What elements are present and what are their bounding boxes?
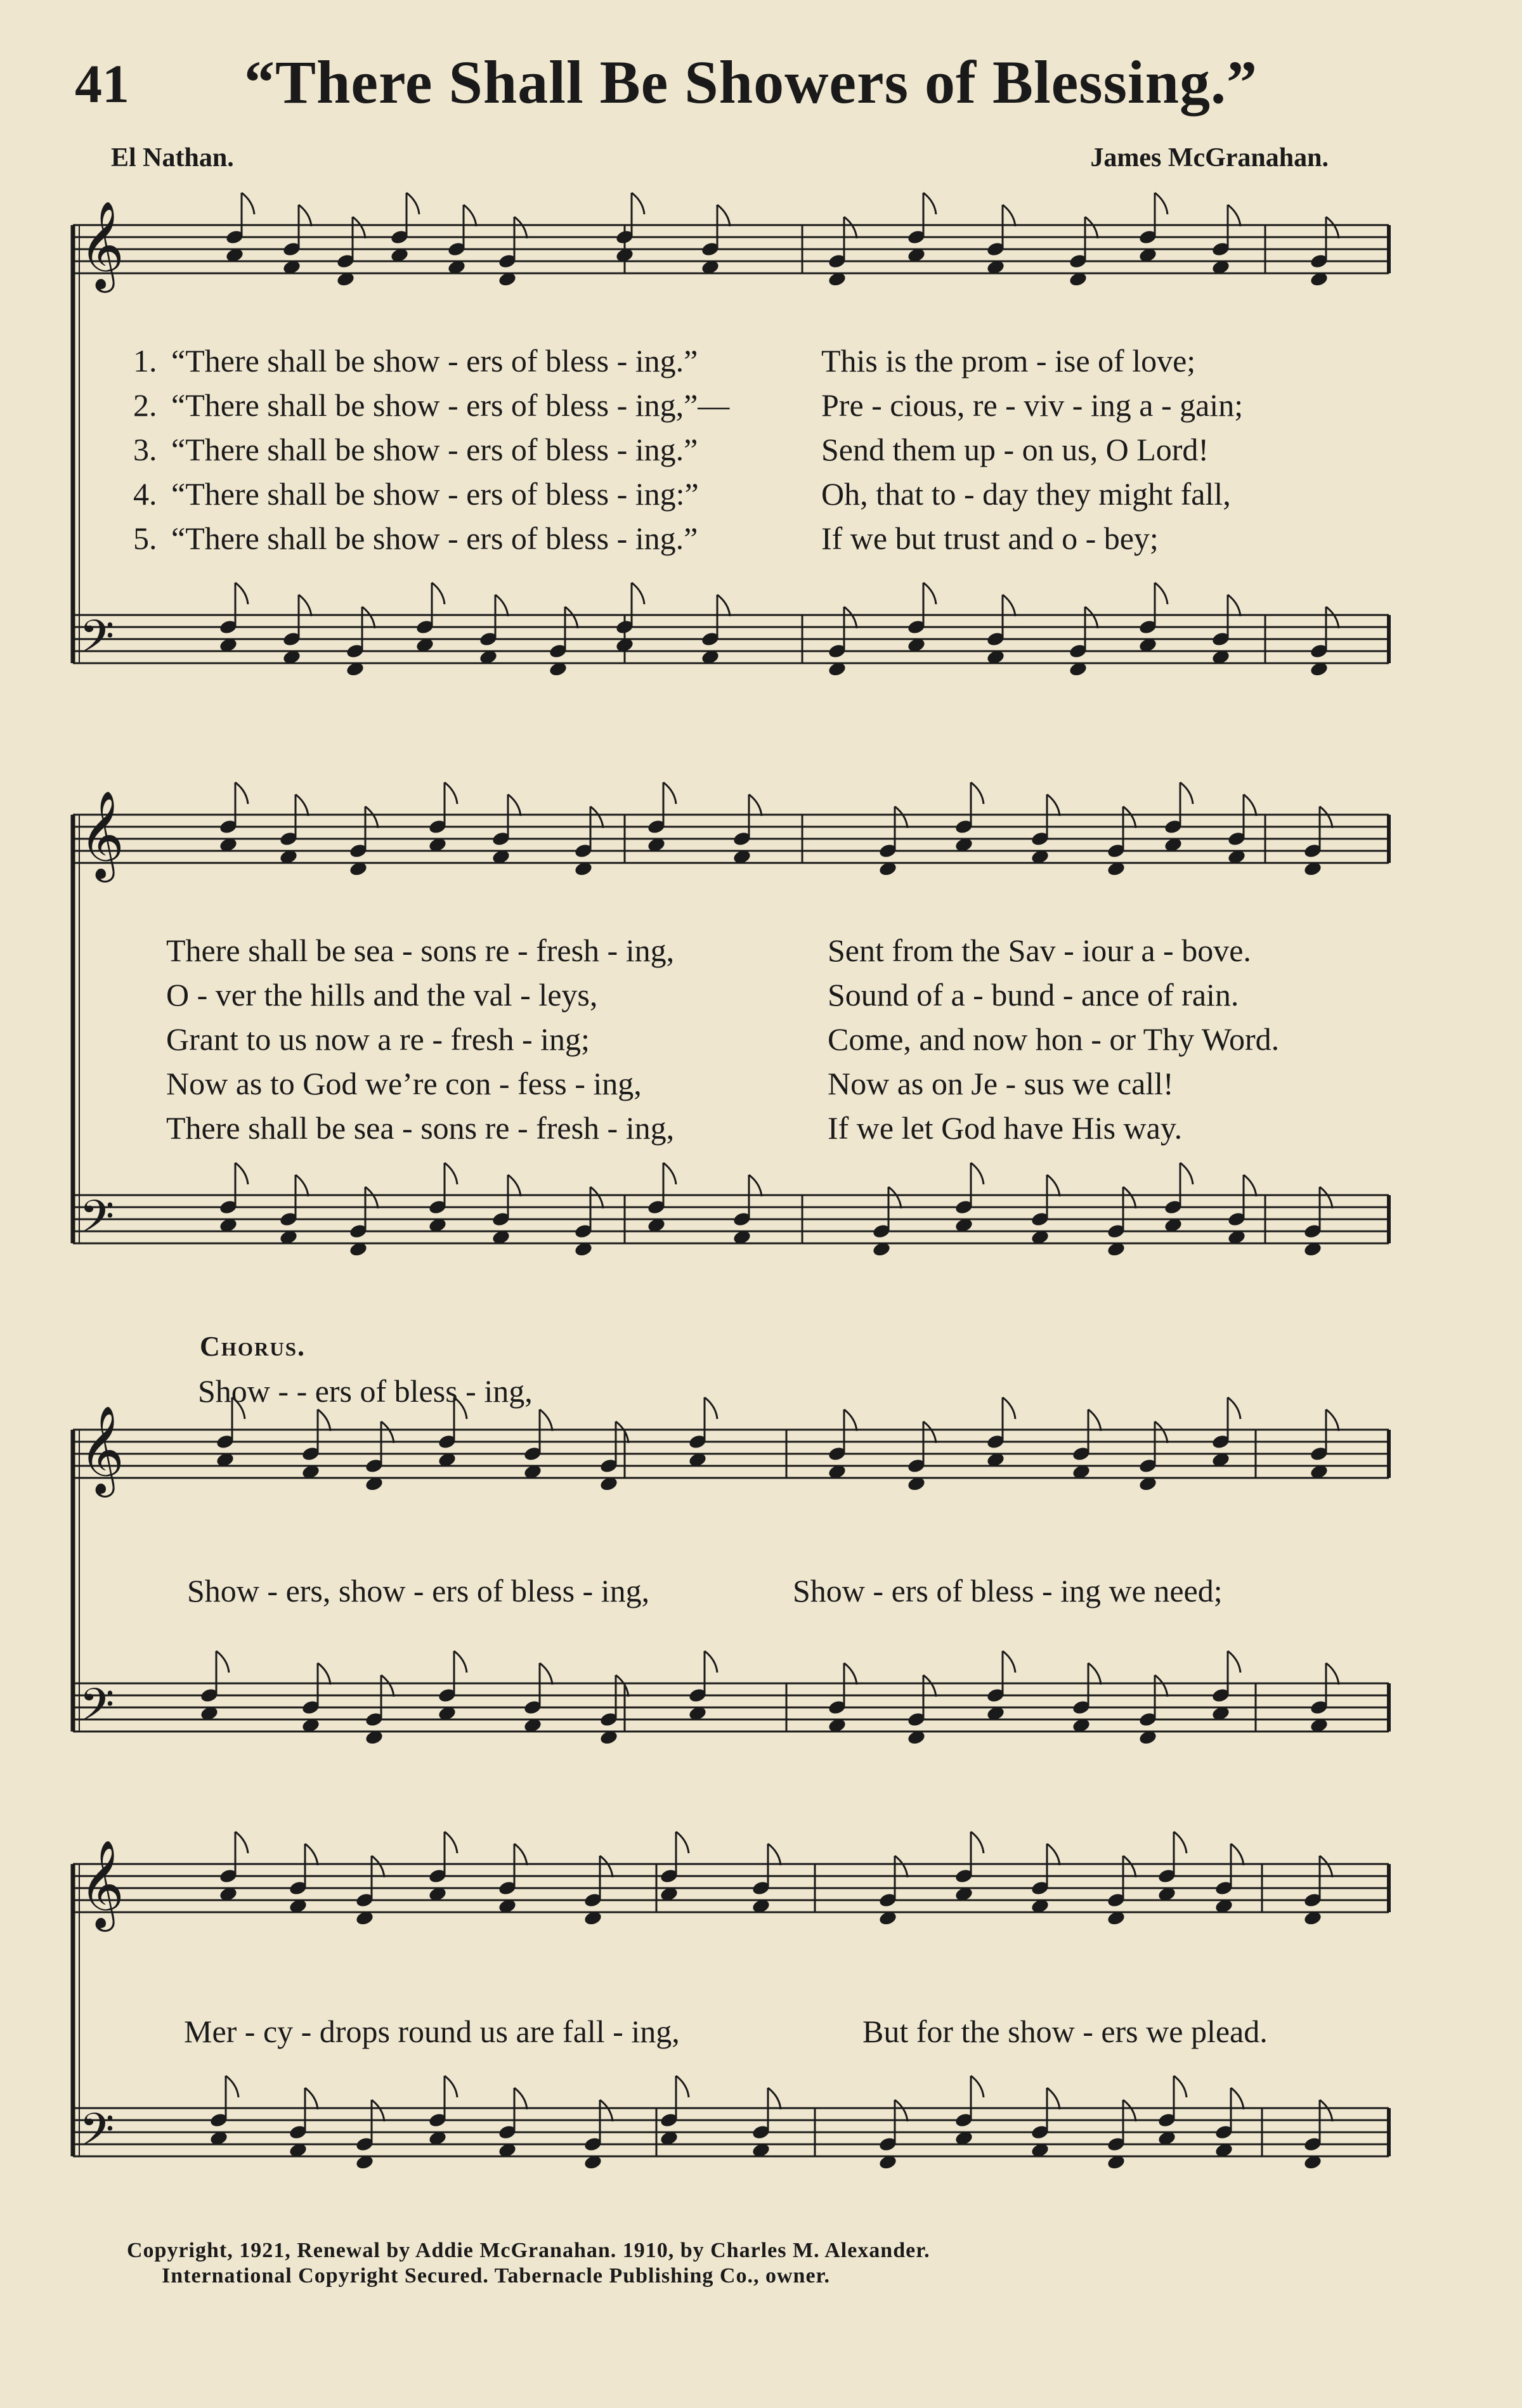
lyric-text: “There shall be show - ers of bless - ing.”	[171, 343, 698, 379]
copyright-notice	[127, 2238, 930, 2289]
note-flag	[1003, 205, 1015, 226]
lyric-text: Mer - cy - drops round us are fall - ing,	[184, 2014, 680, 2049]
lyric-text: Come, and now hon - or Thy Word.	[828, 1021, 1280, 1057]
note-flag	[296, 1175, 308, 1196]
note-flag	[923, 583, 936, 604]
lyric-text: There shall be sea - sons re - fresh - ing,	[166, 1110, 675, 1146]
note-flag	[445, 782, 457, 804]
lyric-text: This is the prom - ise of love;	[821, 343, 1196, 379]
lyric-text: O - ver the hills and the val - leys,	[166, 977, 598, 1013]
note-flag	[1155, 193, 1168, 214]
note-flag	[1047, 794, 1060, 816]
note-flag	[844, 217, 857, 238]
note-flag	[844, 1663, 857, 1685]
note-flag	[235, 1832, 248, 1853]
lyric-text: Pre - cious, re - viv - ing a - gain;	[821, 387, 1244, 423]
note-flag	[632, 193, 644, 214]
verse-number: 4.	[133, 476, 157, 512]
note-flag	[676, 2076, 689, 2097]
copyright-line: Copyright, 1921, Renewal by Addie McGranahan. 1910, by Charles M. Alexander.	[127, 2239, 930, 2262]
note-flag	[1085, 607, 1098, 628]
note-flag	[432, 583, 445, 604]
note-flag	[1320, 806, 1332, 828]
note-flag	[318, 1663, 330, 1685]
note-flag	[296, 794, 308, 816]
note-flag	[540, 1663, 552, 1685]
note-flag	[1123, 1856, 1136, 1877]
chorus-line	[0, 1373, 1522, 1417]
note-flag	[305, 2088, 318, 2109]
note-flag	[590, 1187, 603, 1208]
lyric-text: Now as on Je - sus we call!	[828, 1066, 1174, 1101]
note-flag	[365, 1187, 378, 1208]
lyric-text: “There shall be show - ers of bless - ing,”—	[171, 387, 730, 423]
hymn-title: “There Shall Be Showers of Blessing.”	[244, 48, 1258, 116]
verse-line	[0, 1021, 1522, 1065]
note-flag	[844, 607, 857, 628]
note-flag	[749, 794, 762, 816]
note-flag	[381, 1675, 394, 1697]
verse-line	[0, 387, 1522, 431]
note-flag	[1123, 2100, 1136, 2121]
bass-clef-icon: 𝄢	[79, 1679, 115, 1742]
note-flag	[495, 595, 508, 616]
note-flag	[445, 1163, 457, 1184]
treble-clef-icon: 𝄞	[79, 1406, 124, 1494]
lyric-text: Now as to God we’re con - fess - ing,	[166, 1066, 642, 1101]
lyric-text: Grant to us now a re - fresh - ing;	[166, 1021, 590, 1057]
note-flag	[971, 782, 984, 804]
copyright-line: International Copyright Secured. Tabernacle Publishing Co., owner.	[162, 2264, 831, 2288]
note-flag	[1326, 607, 1339, 628]
note-flag	[235, 1163, 248, 1184]
note-flag	[235, 583, 248, 604]
note-flag	[508, 1175, 521, 1196]
note-flag	[365, 806, 378, 828]
note-flag	[381, 1421, 394, 1443]
lyric-text: Sent from the Sav - iour a - bove.	[828, 933, 1251, 968]
note-flag	[235, 782, 248, 804]
lyric-text: “There shall be show - ers of bless - ing:”	[171, 476, 699, 512]
note-flag	[1244, 794, 1256, 816]
lyric-text: “There shall be show - ers of bless - ing.”	[171, 432, 698, 467]
chorus-line	[0, 2013, 1522, 2057]
note-flag	[514, 2088, 527, 2109]
note-flag	[923, 193, 936, 214]
lyric-text: Send them up - on us, O Lord!	[821, 432, 1209, 467]
note-flag	[242, 193, 254, 214]
lyricist-credit: El Nathan.	[111, 143, 234, 172]
note-flag	[971, 2076, 984, 2097]
note-flag	[1047, 1175, 1060, 1196]
note-flag	[895, 806, 907, 828]
note-flag	[1003, 1651, 1015, 1673]
note-flag	[632, 583, 644, 604]
note-flag	[1180, 782, 1193, 804]
note-flag	[299, 205, 311, 226]
note-flag	[362, 607, 375, 628]
lyric-text: Show - - ers of bless - ing,	[198, 1373, 533, 1409]
note-flag	[616, 1675, 628, 1697]
verse-line	[0, 342, 1522, 387]
note-flag	[1180, 1163, 1193, 1184]
note-flag	[445, 2076, 457, 2097]
verse-line	[0, 932, 1522, 976]
lyric-text: Show - ers, show - ers of bless - ing,	[187, 1573, 650, 1609]
lyric-text: Show - ers of bless - ing we need;	[793, 1573, 1223, 1609]
note-flag	[768, 1844, 781, 1865]
note-flag	[971, 1163, 984, 1184]
note-flag	[508, 794, 521, 816]
verse-number: 1.	[133, 343, 157, 379]
note-flag	[1155, 1675, 1168, 1697]
note-flag	[600, 2100, 613, 2121]
note-flag	[1326, 1663, 1339, 1685]
note-flag	[1088, 1663, 1101, 1685]
note-flag	[565, 607, 578, 628]
composer-credit: James McGranahan.	[1090, 143, 1329, 172]
lyric-text: There shall be sea - sons re - fresh - ing,	[166, 933, 675, 968]
note-flag	[353, 217, 365, 238]
note-flag	[663, 782, 676, 804]
bass-clef-icon: 𝄢	[79, 2104, 115, 2167]
note-flag	[600, 1856, 613, 1877]
note-flag	[1123, 806, 1136, 828]
note-flag	[1174, 2076, 1187, 2097]
note-flag	[1244, 1175, 1256, 1196]
note-flag	[1047, 2088, 1060, 2109]
lyric-text: Oh, that to - day they might fall,	[821, 476, 1231, 512]
note-flag	[1228, 205, 1240, 226]
note-flag	[372, 1856, 384, 1877]
note-flag	[464, 205, 476, 226]
note-flag	[590, 806, 603, 828]
lyric-text: Sound of a - bund - ance of rain.	[828, 977, 1239, 1013]
note-flag	[717, 595, 730, 616]
note-flag	[749, 1175, 762, 1196]
note-flag	[216, 1651, 229, 1673]
note-flag	[445, 1832, 457, 1853]
hymn-number: 41	[75, 53, 129, 114]
treble-clef-icon: 𝄞	[79, 201, 124, 289]
note-flag	[514, 217, 527, 238]
note-flag	[1228, 595, 1240, 616]
note-flag	[1155, 1421, 1168, 1443]
note-flag	[1003, 595, 1015, 616]
note-flag	[717, 205, 730, 226]
note-flag	[923, 1675, 936, 1697]
note-flag	[299, 595, 311, 616]
lyric-text: If we let God have His way.	[828, 1110, 1183, 1146]
verse-line	[0, 476, 1522, 520]
chorus-label: Chorus.	[200, 1331, 306, 1362]
verse-line	[0, 431, 1522, 476]
note-flag	[1320, 2100, 1332, 2121]
bass-clef-icon: 𝄢	[79, 1191, 115, 1254]
note-flag	[1174, 1832, 1187, 1853]
note-flag	[705, 1651, 717, 1673]
note-flag	[895, 1856, 907, 1877]
lyric-text: But for the show - ers we plead.	[862, 2014, 1268, 2049]
note-flag	[1326, 217, 1339, 238]
note-flag	[923, 1421, 936, 1443]
note-flag	[454, 1651, 467, 1673]
note-flag	[1320, 1856, 1332, 1877]
note-flag	[372, 2100, 384, 2121]
note-flag	[1228, 1651, 1240, 1673]
note-flag	[1155, 583, 1168, 604]
lyric-text: If we but trust and o - bey;	[821, 521, 1159, 556]
note-flag	[888, 1187, 901, 1208]
verse-number: 5.	[133, 521, 157, 556]
chorus-line	[0, 1572, 1522, 1617]
note-flag	[676, 1832, 689, 1853]
note-flag	[616, 1421, 628, 1443]
note-flag	[1047, 1844, 1060, 1865]
note-flag	[1231, 1844, 1244, 1865]
note-flag	[514, 1844, 527, 1865]
verse-number: 2.	[133, 387, 157, 423]
verse-line	[0, 1065, 1522, 1110]
treble-clef-icon: 𝄞	[79, 1840, 124, 1928]
verse-number: 3.	[133, 432, 157, 467]
treble-clef-icon: 𝄞	[79, 791, 124, 879]
note-flag	[663, 1163, 676, 1184]
note-flag	[407, 193, 419, 214]
note-flag	[971, 1832, 984, 1853]
verse-line	[0, 520, 1522, 564]
note-flag	[305, 1844, 318, 1865]
lyric-text: “There shall be show - ers of bless - ing.”	[171, 521, 698, 556]
verse-line	[0, 1110, 1522, 1154]
note-flag	[1123, 1187, 1136, 1208]
verse-line	[0, 976, 1522, 1021]
note-flag	[1231, 2088, 1244, 2109]
note-flag	[1085, 217, 1098, 238]
note-flag	[895, 2100, 907, 2121]
note-flag	[768, 2088, 781, 2109]
bass-clef-icon: 𝄢	[79, 611, 115, 674]
note-flag	[1320, 1187, 1332, 1208]
note-flag	[226, 2076, 238, 2097]
